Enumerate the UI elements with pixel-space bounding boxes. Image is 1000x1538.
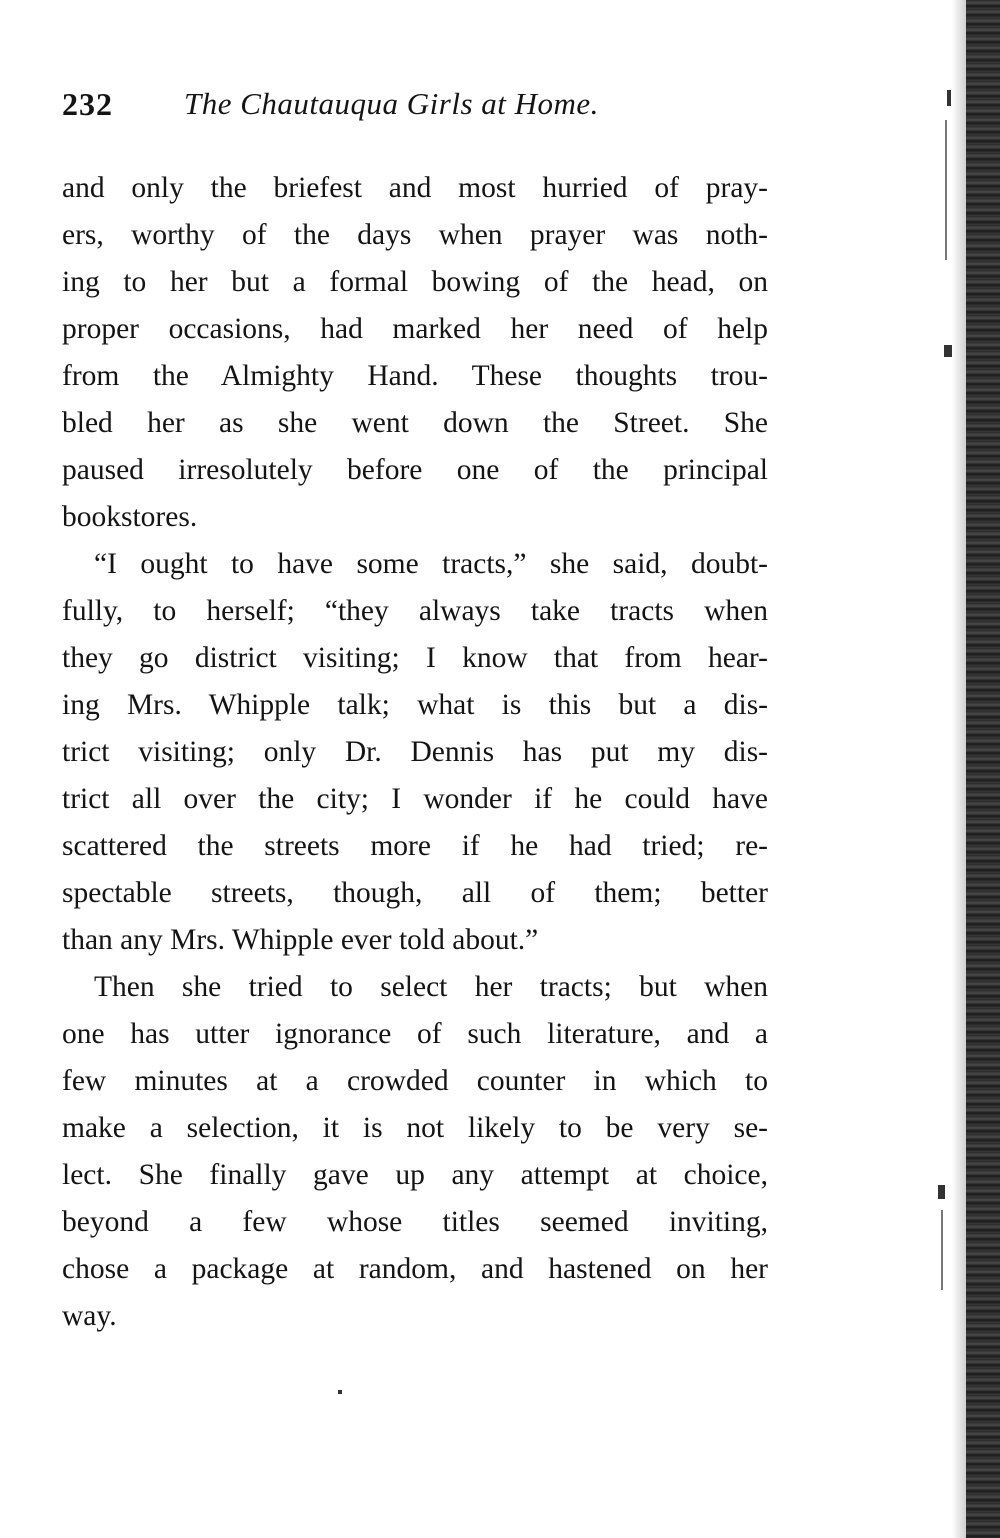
text-line: trict all over the city; I wonder if he could have (62, 783, 768, 815)
body-text (62, 165, 768, 1340)
text-line: way. (62, 1300, 117, 1332)
text-line: one has utter ignorance of such literature, and a (62, 1018, 768, 1050)
binding-edge (966, 0, 1000, 1538)
text-line: Then she tried to select her tracts; but when (94, 971, 768, 1003)
text-line: and only the briefest and most hurried of pray- (62, 172, 768, 204)
text-line: bled her as she went down the Street. She (62, 407, 768, 439)
text-line: scattered the streets more if he had tried; re- (62, 830, 768, 862)
text-line: trict visiting; only Dr. Dennis has put my dis- (62, 736, 768, 768)
page-number: 232 (62, 86, 113, 122)
scan-speck (338, 1390, 342, 1394)
text-line: beyond a few whose titles seemed inviting, (62, 1206, 768, 1238)
page-header (62, 86, 782, 136)
text-line: bookstores. (62, 501, 198, 533)
text-line: from the Almighty Hand. These thoughts trou- (62, 360, 768, 392)
text-line: chose a package at random, and hastened on her (62, 1253, 768, 1285)
scan-speck (938, 1185, 945, 1199)
text-line: lect. She finally gave up any attempt at choice, (62, 1159, 768, 1191)
paragraph (62, 541, 768, 964)
scan-line (941, 1210, 943, 1290)
paragraph (62, 964, 768, 1340)
text-line: make a selection, it is not likely to be very se- (62, 1112, 768, 1144)
text-line: they go district visiting; I know that from hear- (62, 642, 768, 674)
binding-shadow (952, 0, 966, 1538)
scan-speck (947, 90, 951, 106)
text-line: few minutes at a crowded counter in which to (62, 1065, 768, 1097)
running-title: The Chautauqua Girls at Home. (184, 86, 599, 121)
text-line: than any Mrs. Whipple ever told about.” (62, 924, 539, 956)
scan-line (945, 120, 947, 260)
text-line: “I ought to have some tracts,” she said, doubt- (94, 548, 768, 580)
paragraph (62, 165, 768, 541)
text-line: ing Mrs. Whipple talk; what is this but a dis- (62, 689, 768, 721)
text-line: ing to her but a formal bowing of the head, on (62, 266, 768, 298)
text-line: paused irresolutely before one of the principal (62, 454, 768, 486)
text-line: ers, worthy of the days when prayer was noth- (62, 219, 768, 251)
text-line: proper occasions, had marked her need of help (62, 313, 768, 345)
text-line: fully, to herself; “they always take tracts when (62, 595, 768, 627)
scan-speck (944, 345, 952, 357)
text-line: spectable streets, though, all of them; better (62, 877, 768, 909)
